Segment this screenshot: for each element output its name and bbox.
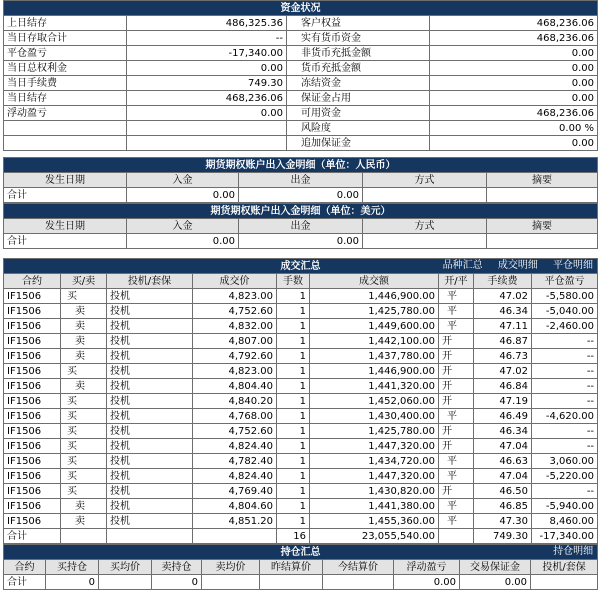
usd-flow-total-row — [4, 234, 598, 249]
trade-hedge-type: 投机 — [107, 394, 193, 409]
trade-side: 买 — [61, 289, 107, 304]
total-label: 合计 — [4, 575, 46, 590]
funds-right-value: 468,236.06 — [430, 31, 598, 46]
trade-price: 4,768.00 — [193, 409, 277, 424]
trade-close-pnl: -5,220.00 — [532, 469, 598, 484]
trade-fee: 47.30 — [474, 514, 532, 529]
trade-close-pnl: -- — [532, 439, 598, 454]
positions-title: 持仓汇总 — [280, 546, 321, 558]
trade-amount: 1,449,600.00 — [310, 319, 439, 334]
trade-hedge-type: 投机 — [107, 364, 193, 379]
table-row — [4, 304, 598, 319]
funds-right-value: 0.00 — [430, 46, 598, 61]
trade-price: 4,823.00 — [193, 289, 277, 304]
link-close-details[interactable]: 平仓明细 — [553, 260, 594, 271]
column-header: 昨结算价 — [260, 560, 323, 575]
funds-left-label: 当日存取合计 — [4, 31, 127, 46]
table-row — [4, 319, 598, 334]
total-margin: 0.00 — [460, 575, 531, 590]
trade-open-close: 平 — [439, 514, 474, 529]
column-header: 合约 — [4, 274, 61, 289]
trade-close-pnl: -4,620.00 — [532, 409, 598, 424]
trade-amount: 1,434,720.00 — [310, 454, 439, 469]
funds-title: 资金状况 — [4, 1, 598, 16]
trade-hedge-type: 投机 — [107, 454, 193, 469]
trade-close-pnl: 3,060.00 — [532, 454, 598, 469]
trade-contract: IF1506 — [4, 499, 61, 514]
trade-price: 4,792.60 — [193, 349, 277, 364]
funds-right-value: 468,236.06 — [430, 16, 598, 31]
trade-contract: IF1506 — [4, 319, 61, 334]
positions-header-row — [4, 560, 598, 575]
trade-qty: 1 — [277, 499, 310, 514]
table-row — [4, 409, 598, 424]
trade-contract: IF1506 — [4, 484, 61, 499]
trade-side: 买 — [61, 394, 107, 409]
funds-left-value — [127, 136, 287, 151]
trade-contract: IF1506 — [4, 469, 61, 484]
trade-amount: 1,425,780.00 — [310, 424, 439, 439]
trade-fee: 46.84 — [474, 379, 532, 394]
trade-close-pnl: -- — [532, 424, 598, 439]
trade-amount: 1,455,360.00 — [310, 514, 439, 529]
trade-fee: 47.02 — [474, 289, 532, 304]
column-header: 成交额 — [310, 274, 439, 289]
trade-amount: 1,437,780.00 — [310, 349, 439, 364]
trade-open-close: 开 — [439, 484, 474, 499]
table-row — [4, 499, 598, 514]
trade-qty: 1 — [277, 484, 310, 499]
table-row — [4, 334, 598, 349]
trade-side: 卖 — [61, 379, 107, 394]
funds-right-value: 0.00 — [430, 91, 598, 106]
trade-open-close: 开 — [439, 334, 474, 349]
trade-open-close: 开 — [439, 379, 474, 394]
funds-left-value: -17,340.00 — [127, 46, 287, 61]
funds-right-value: 0.00 % — [430, 121, 598, 136]
column-header: 投机/套保 — [531, 560, 598, 575]
trade-fee: 47.02 — [474, 364, 532, 379]
trade-price: 4,782.40 — [193, 454, 277, 469]
trade-open-close: 开 — [439, 349, 474, 364]
trade-price: 4,823.00 — [193, 364, 277, 379]
trade-open-close: 平 — [439, 304, 474, 319]
column-header: 买均价 — [99, 560, 152, 575]
trade-amount: 1,446,900.00 — [310, 364, 439, 379]
positions-table — [3, 544, 598, 590]
column-header: 今结算价 — [323, 560, 394, 575]
column-header: 手续费 — [474, 274, 532, 289]
total-label: 合计 — [4, 529, 61, 544]
column-header: 平仓盈亏 — [532, 274, 598, 289]
trade-contract: IF1506 — [4, 379, 61, 394]
link-position-details[interactable]: 持仓明细 — [553, 546, 594, 557]
funds-left-label: 当日总权利金 — [4, 61, 127, 76]
trade-side: 买 — [61, 409, 107, 424]
column-header: 摘要 — [487, 173, 598, 188]
funds-right-label: 客户权益 — [287, 16, 430, 31]
funds-right-label: 可用资金 — [287, 106, 430, 121]
total-buy: 0 — [46, 575, 99, 590]
trade-amount: 1,442,100.00 — [310, 334, 439, 349]
trade-hedge-type: 投机 — [107, 409, 193, 424]
trade-fee: 47.04 — [474, 439, 532, 454]
trade-qty: 1 — [277, 289, 310, 304]
trade-open-close: 开 — [439, 439, 474, 454]
trade-qty: 1 — [277, 334, 310, 349]
link-product-summary[interactable]: 品种汇总 — [442, 260, 483, 271]
funds-right-value: 0.00 — [430, 61, 598, 76]
funds-right-value: 0.00 — [430, 136, 598, 151]
trades-table — [3, 258, 598, 544]
trades-total-row — [4, 529, 598, 544]
trade-contract: IF1506 — [4, 394, 61, 409]
trade-side: 卖 — [61, 514, 107, 529]
trade-side: 卖 — [61, 319, 107, 334]
table-row — [4, 439, 598, 454]
trade-fee: 46.34 — [474, 424, 532, 439]
trade-price: 4,752.60 — [193, 424, 277, 439]
positions-header-bar — [4, 545, 598, 560]
trade-fee: 46.87 — [474, 334, 532, 349]
trade-price: 4,752.60 — [193, 304, 277, 319]
trade-contract: IF1506 — [4, 304, 61, 319]
trade-qty: 1 — [277, 454, 310, 469]
trade-close-pnl: -5,580.00 — [532, 289, 598, 304]
funds-row — [4, 16, 598, 31]
total-float: 0.00 — [394, 575, 460, 590]
funds-right-label: 非货币充抵金额 — [287, 46, 430, 61]
trade-open-close: 开 — [439, 394, 474, 409]
trade-qty: 1 — [277, 394, 310, 409]
trade-side: 买 — [61, 364, 107, 379]
trade-side: 买 — [61, 439, 107, 454]
funds-left-label — [4, 121, 127, 136]
column-header: 发生日期 — [4, 219, 127, 234]
trade-qty: 1 — [277, 514, 310, 529]
trade-price: 4,832.00 — [193, 319, 277, 334]
table-row — [4, 364, 598, 379]
funds-row — [4, 61, 598, 76]
trade-amount: 1,452,060.00 — [310, 394, 439, 409]
trade-fee: 47.04 — [474, 469, 532, 484]
trade-qty: 1 — [277, 439, 310, 454]
trade-hedge-type: 投机 — [107, 304, 193, 319]
funds-left-label: 当日结存 — [4, 91, 127, 106]
column-header: 投机/套保 — [107, 274, 193, 289]
column-header: 买/卖 — [61, 274, 107, 289]
trade-fee: 46.63 — [474, 454, 532, 469]
trades-title: 成交汇总 — [280, 260, 321, 272]
funds-left-value: -- — [127, 31, 287, 46]
trade-qty: 1 — [277, 349, 310, 364]
trade-side: 卖 — [61, 334, 107, 349]
column-header: 交易保证金 — [460, 560, 531, 575]
trade-close-pnl: -- — [532, 379, 598, 394]
table-row — [4, 454, 598, 469]
funds-row — [4, 91, 598, 106]
trade-fee: 47.11 — [474, 319, 532, 334]
trades-header-row — [4, 274, 598, 289]
trade-hedge-type: 投机 — [107, 349, 193, 364]
trade-close-pnl: -5,940.00 — [532, 499, 598, 514]
total-sell: 0 — [152, 575, 202, 590]
funds-table — [3, 0, 598, 151]
trade-fee: 46.73 — [474, 349, 532, 364]
trade-fee: 47.19 — [474, 394, 532, 409]
trade-contract: IF1506 — [4, 439, 61, 454]
trade-open-close: 平 — [439, 469, 474, 484]
trade-open-close: 平 — [439, 319, 474, 334]
cny-flow-total-row — [4, 188, 598, 203]
funds-left-label: 上日结存 — [4, 16, 127, 31]
table-row — [4, 289, 598, 304]
trade-open-close: 平 — [439, 499, 474, 514]
trade-amount: 1,430,400.00 — [310, 409, 439, 424]
table-row — [4, 349, 598, 364]
funds-row — [4, 76, 598, 91]
funds-right-label: 冻结资金 — [287, 76, 430, 91]
column-header: 开/平 — [439, 274, 474, 289]
trade-contract: IF1506 — [4, 424, 61, 439]
trade-hedge-type: 投机 — [107, 514, 193, 529]
table-row — [4, 469, 598, 484]
trade-hedge-type: 投机 — [107, 484, 193, 499]
trade-contract: IF1506 — [4, 364, 61, 379]
trade-qty: 1 — [277, 319, 310, 334]
link-trade-details[interactable]: 成交明细 — [497, 260, 538, 271]
total-pnl: -17,340.00 — [532, 529, 598, 544]
usd-flow-table — [3, 203, 598, 249]
trade-price: 4,804.40 — [193, 379, 277, 394]
column-header: 买持仓 — [46, 560, 99, 575]
trade-close-pnl: -- — [532, 484, 598, 499]
funds-row — [4, 121, 598, 136]
trade-hedge-type: 投机 — [107, 499, 193, 514]
total-qty: 16 — [277, 529, 310, 544]
column-header: 卖均价 — [202, 560, 260, 575]
trade-close-pnl: -- — [532, 364, 598, 379]
total-label: 合计 — [4, 188, 127, 203]
trade-side: 卖 — [61, 304, 107, 319]
trade-fee: 46.50 — [474, 484, 532, 499]
funds-left-label: 当日手续费 — [4, 76, 127, 91]
funds-left-value: 468,236.06 — [127, 91, 287, 106]
total-out: 0.00 — [239, 188, 363, 203]
table-row — [4, 394, 598, 409]
funds-left-label: 平仓盈亏 — [4, 46, 127, 61]
trade-hedge-type: 投机 — [107, 439, 193, 454]
trade-amount: 1,447,320.00 — [310, 469, 439, 484]
column-header: 方式 — [363, 173, 487, 188]
funds-left-label: 浮动盈亏 — [4, 106, 127, 121]
trade-open-close: 开 — [439, 424, 474, 439]
trade-amount: 1,441,320.00 — [310, 379, 439, 394]
trade-price: 4,769.40 — [193, 484, 277, 499]
table-row — [4, 514, 598, 529]
total-in: 0.00 — [127, 234, 239, 249]
column-header: 入金 — [127, 219, 239, 234]
trade-amount: 1,425,780.00 — [310, 304, 439, 319]
funds-right-label: 实有货币资金 — [287, 31, 430, 46]
trade-fee: 46.34 — [474, 304, 532, 319]
positions-total-row — [4, 575, 598, 590]
trade-price: 4,840.20 — [193, 394, 277, 409]
funds-right-label: 货币充抵金额 — [287, 61, 430, 76]
trade-qty: 1 — [277, 379, 310, 394]
trade-close-pnl: -5,040.00 — [532, 304, 598, 319]
trade-hedge-type: 投机 — [107, 469, 193, 484]
trade-qty: 1 — [277, 424, 310, 439]
trade-price: 4,804.60 — [193, 499, 277, 514]
trade-price: 4,824.40 — [193, 469, 277, 484]
column-header: 成交价 — [193, 274, 277, 289]
column-header: 摘要 — [487, 219, 598, 234]
trade-fee: 46.49 — [474, 409, 532, 424]
funds-right-value: 0.00 — [430, 76, 598, 91]
trade-price: 4,807.00 — [193, 334, 277, 349]
total-out: 0.00 — [239, 234, 363, 249]
funds-left-value: 486,325.36 — [127, 16, 287, 31]
trade-open-close: 平 — [439, 289, 474, 304]
cny-flow-header-row — [4, 173, 598, 188]
trade-close-pnl: -2,460.00 — [532, 319, 598, 334]
trade-qty: 1 — [277, 409, 310, 424]
trade-close-pnl: 8,460.00 — [532, 514, 598, 529]
trade-side: 买 — [61, 454, 107, 469]
funds-right-label: 保证金占用 — [287, 91, 430, 106]
column-header: 合约 — [4, 560, 46, 575]
cny-flow-table — [3, 157, 598, 203]
trade-contract: IF1506 — [4, 289, 61, 304]
trade-side: 买 — [61, 484, 107, 499]
total-amount: 23,055,540.00 — [310, 529, 439, 544]
funds-right-label: 追加保证金 — [287, 136, 430, 151]
column-header: 方式 — [363, 219, 487, 234]
funds-left-label — [4, 136, 127, 151]
column-header: 出金 — [239, 173, 363, 188]
funds-left-value: 749.30 — [127, 76, 287, 91]
funds-row — [4, 136, 598, 151]
funds-left-value: 0.00 — [127, 61, 287, 76]
trade-amount: 1,430,820.00 — [310, 484, 439, 499]
funds-row — [4, 106, 598, 121]
funds-row — [4, 31, 598, 46]
funds-left-value — [127, 121, 287, 136]
usd-flow-title: 期货期权账户出入金明细（单位：美元） — [4, 204, 598, 219]
total-label: 合计 — [4, 234, 127, 249]
funds-left-value: 0.00 — [127, 106, 287, 121]
trade-side: 卖 — [61, 349, 107, 364]
trade-close-pnl: -- — [532, 349, 598, 364]
table-row — [4, 379, 598, 394]
usd-flow-header-row — [4, 219, 598, 234]
funds-row — [4, 46, 598, 61]
trade-price: 4,851.20 — [193, 514, 277, 529]
trade-qty: 1 — [277, 304, 310, 319]
table-row — [4, 424, 598, 439]
column-header: 发生日期 — [4, 173, 127, 188]
total-fee: 749.30 — [474, 529, 532, 544]
column-header: 卖持仓 — [152, 560, 202, 575]
column-header: 手数 — [277, 274, 310, 289]
trade-contract: IF1506 — [4, 409, 61, 424]
trade-price: 4,824.40 — [193, 439, 277, 454]
funds-right-value: 468,236.06 — [430, 106, 598, 121]
trade-contract: IF1506 — [4, 514, 61, 529]
trade-open-close: 平 — [439, 409, 474, 424]
trade-hedge-type: 投机 — [107, 289, 193, 304]
trade-hedge-type: 投机 — [107, 334, 193, 349]
trade-close-pnl: -- — [532, 334, 598, 349]
table-row — [4, 484, 598, 499]
trade-hedge-type: 投机 — [107, 319, 193, 334]
trade-amount: 1,446,900.00 — [310, 289, 439, 304]
trade-contract: IF1506 — [4, 334, 61, 349]
trade-side: 买 — [61, 424, 107, 439]
column-header: 出金 — [239, 219, 363, 234]
trade-fee: 46.85 — [474, 499, 532, 514]
total-in: 0.00 — [127, 188, 239, 203]
trade-hedge-type: 投机 — [107, 379, 193, 394]
cny-flow-title: 期货期权账户出入金明细（单位：人民币） — [4, 158, 598, 173]
column-header: 浮动盈亏 — [394, 560, 460, 575]
trades-header-bar — [4, 259, 598, 274]
trade-amount: 1,447,320.00 — [310, 439, 439, 454]
column-header: 入金 — [127, 173, 239, 188]
trade-side: 买 — [61, 469, 107, 484]
funds-right-label: 风险度 — [287, 121, 430, 136]
trade-hedge-type: 投机 — [107, 424, 193, 439]
trade-qty: 1 — [277, 469, 310, 484]
trade-side: 卖 — [61, 499, 107, 514]
trade-amount: 1,441,380.00 — [310, 499, 439, 514]
trade-qty: 1 — [277, 364, 310, 379]
trade-open-close: 平 — [439, 454, 474, 469]
trade-contract: IF1506 — [4, 349, 61, 364]
trade-open-close: 开 — [439, 364, 474, 379]
trade-contract: IF1506 — [4, 454, 61, 469]
trade-close-pnl: -- — [532, 394, 598, 409]
